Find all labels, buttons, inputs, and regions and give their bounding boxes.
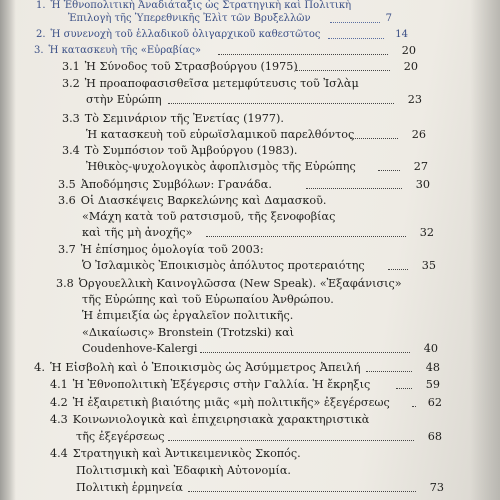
toc-page-3-2: 23	[407, 93, 422, 106]
toc-entry-3: 3. Ἡ κατασκευὴ τῆς «Εὐραβίας»	[34, 45, 202, 56]
toc-page-3-1: 20	[403, 60, 418, 73]
toc-page-3-6: 32	[419, 226, 434, 239]
toc-leader	[188, 491, 416, 492]
toc-entry-3-8-cont3: «Δικαίωσις» Bronstein (Trotzski) καὶ	[82, 326, 295, 339]
toc-leader	[296, 70, 390, 71]
toc-leader	[168, 103, 394, 104]
toc-page-1: 7	[385, 13, 392, 24]
toc-leader	[306, 188, 402, 189]
toc-entry-3-8: 3.8 Ὀργουελλικὴ Καινογλῶσσα (New Speak). «Ἐξαφάνισις»	[56, 277, 402, 290]
toc-leader	[200, 352, 410, 353]
toc-entry-3-6: 3.6 Οἱ Διασκέψεις Βαρκελώνης καὶ Δαμασκοῦ.	[58, 194, 327, 207]
toc-page-4-2: 62	[427, 396, 442, 409]
toc-page-4-4: 73	[429, 481, 444, 494]
toc-entry-4-4: 4.4 Στρατηγικὴ καὶ Ἀντικειμενικὸς Σκοπός.	[50, 447, 301, 460]
toc-entry-2: 2. Ἡ συνενοχὴ τοῦ ἑλλαδικοῦ ὀλιγαρχικοῦ καθεστῶτος	[36, 29, 321, 40]
toc-entry-4-3-cont: τῆς ἐξεγέρσεως	[76, 430, 165, 443]
toc-page-3-8: 40	[423, 342, 438, 355]
toc-page-3-7: 35	[421, 259, 436, 272]
toc-page-4-3: 68	[427, 430, 442, 443]
toc-entry-4-1: 4.1 Ἡ Ἐθνοπολιτικὴ Ἐξέγερσις στὴν Γαλλία. Ἡ ἔκρηξις	[50, 378, 371, 391]
toc-entry-4-3: 4.3 Κοινωνιολογικὰ καὶ ἐπιχειρησιακὰ χαρακτηριστικὰ	[50, 413, 370, 426]
toc-entry-3-7: 3.7 Ἡ ἐπίσημος ὁμολογία τοῦ 2003:	[58, 243, 264, 256]
toc-entry-3-1: 3.1 Ἡ Σύνοδος τοῦ Στρασβούργου (1975)	[62, 60, 298, 73]
toc-entry-4-2: 4.2 Ἡ ἐξαιρετικὴ βιαιότης μιᾶς «μὴ πολιτικῆς» ἐξεγέρσεως	[50, 396, 390, 409]
toc-entry-3-4-cont: Ἠθικὸς-ψυχολογικὸς ἀφοπλισμὸς τῆς Εὐρώπης	[86, 160, 356, 173]
toc-page-3-4: 27	[413, 160, 428, 173]
toc-leader	[206, 236, 406, 237]
toc-entry-3-3: 3.3 Τὸ Σεμινάριον τῆς Ἐνετίας (1977).	[62, 112, 284, 125]
toc-entry-3-6-cont: «Μάχη κατὰ τοῦ ρατσισμοῦ, τῆς ξενοφοβίας	[82, 210, 336, 223]
toc-entry-1: 1. Ἡ Ἐθνοπολιτικὴ Ἀναδιάταξις ὡς Στρατηγικὴ καὶ Πολιτικὴ	[36, 0, 352, 11]
toc-entry-3-2: 3.2 Ἡ προαποφασισθεῖσα μετεμφύτευσις τοῦ Ἰσλὰμ	[62, 77, 359, 90]
toc-entry-1-cont: Ἐπιλογὴ τῆς Ὑπερεθνικῆς Ἐλὶτ τῶν Βρυξελλῶν	[68, 13, 311, 24]
toc-page-3-5: 30	[415, 178, 430, 191]
toc-page-4-1: 59	[425, 378, 440, 391]
toc-entry-3-6-cont2: καὶ τῆς μὴ ἀνοχῆς»	[82, 226, 193, 239]
toc-leader	[328, 38, 384, 39]
toc-entry-3-5: 3.5 Ἀποδόμησις Συμβόλων: Γρανάδα.	[58, 178, 272, 191]
toc-page-4: 48	[425, 361, 440, 374]
toc-entry-4-4-cont: Πολιτισμικὴ καὶ Ἐδαφικὴ Αὐτονομία.	[76, 464, 291, 477]
toc-page-3: 20	[401, 44, 416, 57]
toc-entry-3-2-cont: στὴν Εὐρώπη	[86, 93, 162, 106]
toc-leader	[218, 54, 388, 55]
toc-entry-3-4: 3.4 Τὸ Συμπόσιον τοῦ Ἀμβούργου (1983).	[62, 144, 298, 157]
toc-page-3-3: 26	[411, 128, 426, 141]
toc-leader	[388, 269, 408, 270]
toc-leader	[350, 138, 398, 139]
toc-entry-3-7-cont: Ὁ Ἰσλαμικὸς Ἐποικισμὸς ἀπόλυτος προτεραιότης	[82, 259, 365, 272]
toc-page-2: 14	[395, 29, 408, 40]
toc-entry-3-8-cont2: Ἡ ἐπιμειξία ὡς ἐργαλεῖον πολιτικῆς.	[82, 309, 294, 322]
toc-entry-4: 4. Ἡ Εἰσβολὴ καὶ ὁ Ἐποικισμὸς ὡς Ἀσύμμετρος Ἀπειλή	[34, 360, 361, 374]
toc-entry-4-4-cont2: Πολιτικὴ ἑρμηνεία	[76, 481, 183, 494]
toc-leader	[396, 388, 412, 389]
toc-leader	[366, 371, 412, 372]
toc-leader	[378, 170, 400, 171]
toc-entry-3-8-cont: τῆς Εὐρώπης καὶ τοῦ Εὐρωπαίου Ἀνθρώπου.	[82, 293, 334, 306]
toc-entry-3-8-cont4: Coudenhove-Kalergi	[82, 342, 198, 355]
toc-entry-3-3-cont: Ἡ κατασκευὴ τοῦ εὐρωϊσλαμικοῦ παρελθόντος	[86, 128, 355, 141]
toc-leader	[168, 440, 414, 441]
